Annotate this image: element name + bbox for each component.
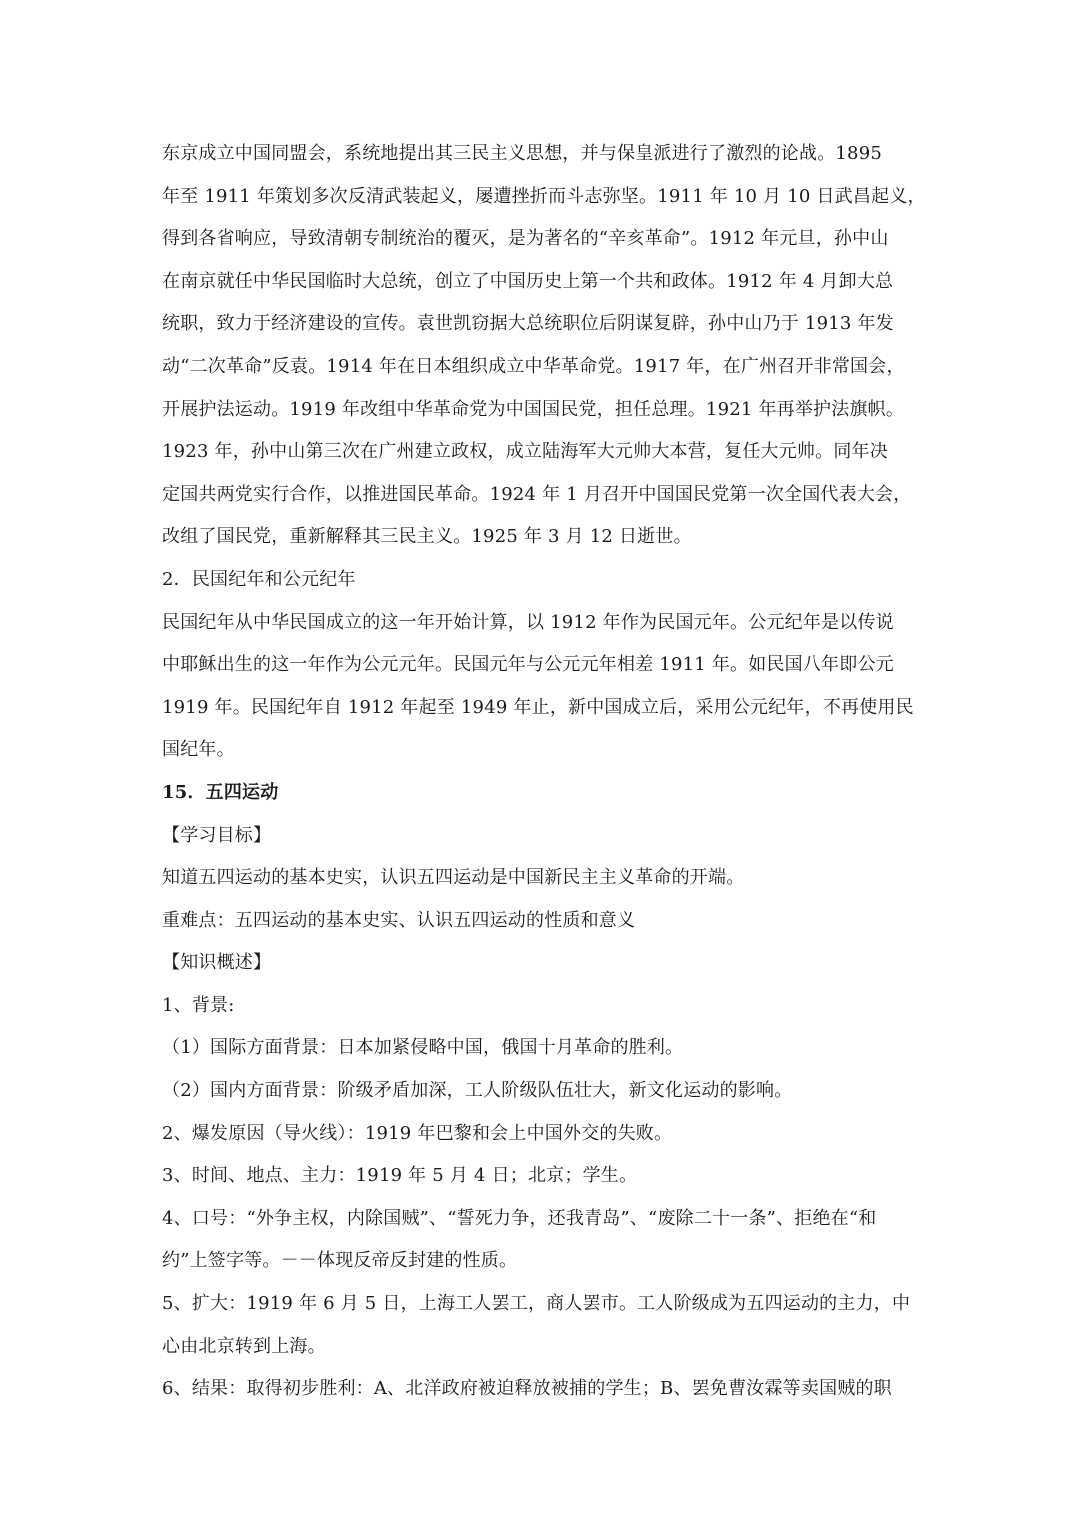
paragraph-line: 1923 年，孙中山第三次在广州建立政权，成立陆海军大元帅大本营，复任大元帅。同年决 (162, 441, 888, 463)
list-item: 2、爆发原因（导火线）：1919 年巴黎和会上中国外交的失败。 (162, 1122, 673, 1144)
subsection-heading: 2．民国纪年和公元纪年 (162, 568, 356, 590)
paragraph-line: 改组了国民党，重新解释其三民主义。1925 年 3 月 12 日逝世。 (162, 526, 692, 548)
list-item: 3、时间、地点、主力：1919 年 5 月 4 日；北京；学生。 (162, 1165, 638, 1187)
objectives-label: 【学习目标】 (162, 824, 272, 846)
key-points: 重难点：五四运动的基本史实、认识五四运动的性质和意义 (162, 909, 636, 931)
paragraph-line: 年至 1911 年策划多次反清武装起义，屡遭挫折而斗志弥坚。1911 年 10 月 10 日武昌起义， (162, 185, 926, 207)
paragraph-line: 动“二次革命”反袁。1914 年在日本组织成立中华革命党。1917 年，在广州召开非常国会， (162, 355, 905, 377)
list-item: 1、背景: (162, 994, 235, 1016)
paragraph-line: 得到各省响应，导致清朝专制统治的覆灭，是为著名的“辛亥革命”。1912 年元旦，孙中山 (162, 228, 889, 250)
paragraph-line: 定国共两党实行合作，以推进国民革命。1924 年 1 月召开中国国民党第一次全国代表大会， (162, 483, 912, 505)
list-item: （2）国内方面背景：阶级矛盾加深，工人阶级队伍壮大，新文化运动的影响。 (162, 1080, 793, 1102)
paragraph-line: 统职，致力于经济建设的宣传。袁世凯窃据大总统职位后阴谋复辟，孙中山乃于 1913 年发 (162, 313, 894, 335)
list-item: 5、扩大：1919 年 6 月 5 日，上海工人罢工，商人罢市。工人阶级成为五四运动的主力，中 (162, 1293, 911, 1315)
paragraph-line: 中耶稣出生的这一年作为公元元年。民国元年与公元元年相差 1911 年。如民国八年即公元 (162, 654, 894, 676)
section-title: 15．五四运动 (162, 781, 279, 803)
list-item: 6、结果：取得初步胜利：A、北洋政府被迫释放被捕的学生；B、罢免曹汝霖等卖国贼的职 (162, 1378, 892, 1400)
list-item: （1）国际方面背景：日本加紧侵略中国，俄国十月革命的胜利。 (162, 1037, 684, 1059)
list-item: 约”上签字等。－－体现反帝反封建的性质。 (162, 1250, 518, 1272)
list-item: 心由北京转到上海。 (162, 1335, 326, 1357)
paragraph-line: 东京成立中国同盟会，系统地提出其三民主义思想，并与保皇派进行了激烈的论战。1895 (162, 143, 883, 164)
paragraph-line: 在南京就任中华民国临时大总统，创立了中国历史上第一个共和政体。1912 年 4 月卸大总 (162, 270, 894, 292)
objective-text: 知道五四运动的基本史实，认识五四运动是中国新民主主义革命的开端。 (162, 867, 745, 889)
list-item: 4、口号：“外争主权，内除国贼”、“誓死力争，还我青岛”、“废除二十一条”、拒绝在“和 (162, 1207, 877, 1229)
paragraph-line: 国纪年。 (162, 739, 235, 761)
paragraph-line: 民国纪年从中华民国成立的这一年开始计算，以 1912 年作为民国元年。公元纪年是以传说 (162, 611, 894, 633)
paragraph-line: 开展护法运动。1919 年改组中华革命党为中国国民党，担任总理。1921 年再举护法旗帜。 (162, 398, 905, 420)
paragraph-line: 1919 年。民国纪年自 1912 年起至 1949 年止，新中国成立后，采用公元纪年，不再使用民 (162, 696, 914, 718)
document-page (162, 133, 926, 1411)
overview-label: 【知识概述】 (162, 952, 272, 974)
